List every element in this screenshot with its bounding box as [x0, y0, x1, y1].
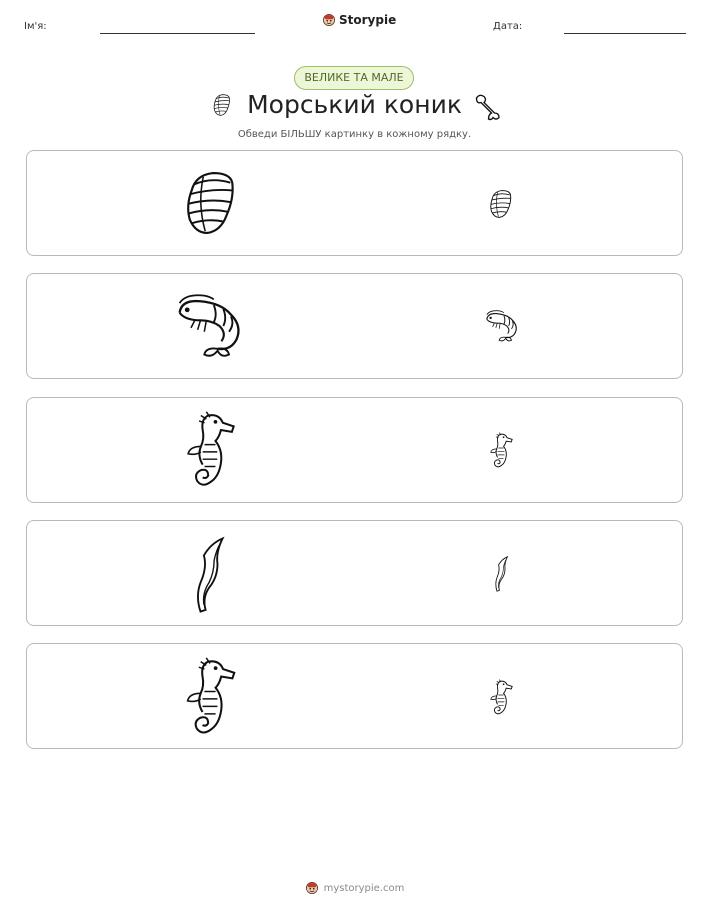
seahorse-icon[interactable] [489, 677, 513, 719]
footer [0, 881, 709, 895]
seahorse-icon[interactable] [184, 410, 236, 492]
mascot-icon [305, 881, 319, 895]
shrimp-icon[interactable] [483, 308, 521, 344]
brand-name: Storypie [339, 13, 397, 27]
instruction-text: Обведи БІЛЬШУ картинку в кожному рядку. [237, 129, 472, 140]
row-card-3 [26, 397, 683, 503]
name-line[interactable] [100, 33, 255, 34]
footer-site[interactable]: mystorypie.com [323, 882, 405, 894]
row-card-2 [26, 273, 683, 379]
seaweed-icon[interactable] [493, 554, 509, 594]
seaweed-icon[interactable] [192, 533, 226, 617]
seahorse-icon[interactable] [183, 656, 237, 740]
page-title: Морський коник [247, 90, 462, 119]
category-badge: ВЕЛИКЕ ТА МАЛЕ [294, 66, 414, 90]
shrimp-icon[interactable] [172, 289, 248, 363]
mascot-icon [322, 13, 336, 27]
drumstick-icon [472, 92, 502, 122]
seahorse-icon[interactable] [489, 431, 513, 471]
name-label: Ім'я: [24, 21, 47, 32]
shell-icon[interactable] [182, 167, 240, 239]
date-label: Дата: [493, 21, 523, 32]
row-card-4 [26, 520, 683, 626]
row-card-5 [26, 643, 683, 749]
row-card-1 [26, 150, 683, 256]
date-line[interactable] [564, 33, 686, 34]
shell-icon[interactable] [488, 188, 514, 220]
storypie-logo [322, 13, 396, 27]
